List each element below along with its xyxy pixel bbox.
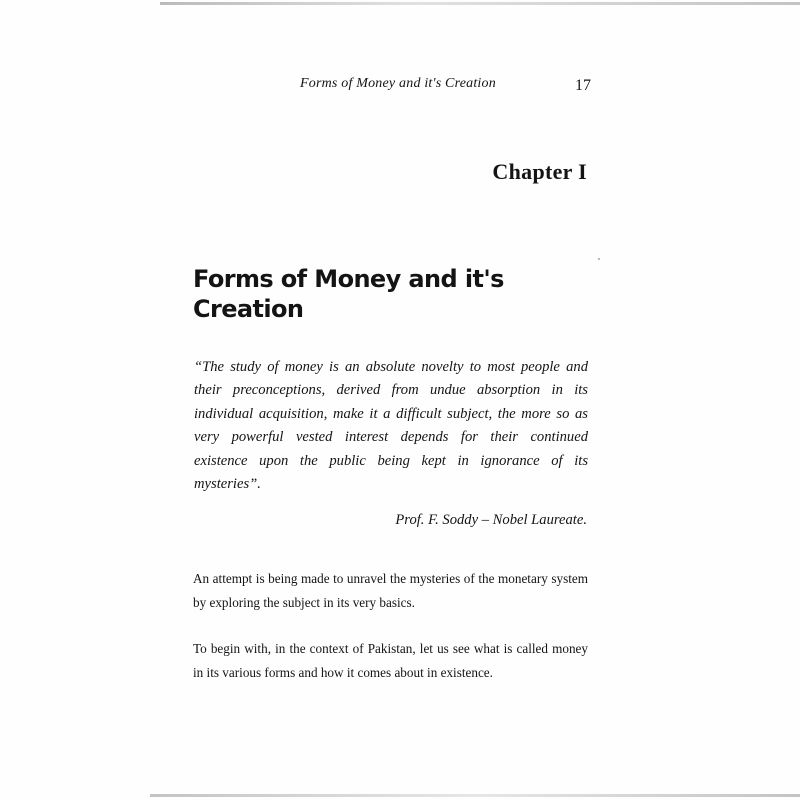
scan-edge-bottom bbox=[150, 794, 800, 797]
epigraph-attribution: Prof. F. Soddy – Nobel Laureate. bbox=[395, 512, 587, 528]
body-paragraph: To begin with, in the context of Pakistan, let us see what is called money in its various forms and how it comes about in existence. bbox=[193, 641, 588, 680]
body-paragraph: An attempt is being made to unravel the mysteries of the monetary system by exploring the subject in its very basics. bbox=[193, 571, 588, 610]
chapter-label: Chapter I bbox=[492, 159, 587, 184]
scan-edge-top bbox=[160, 2, 800, 5]
chapter-title: Forms of Money and it's Creation bbox=[193, 265, 504, 323]
epigraph-quote: “The study of money is an absolute novelty to most people and their preconceptions, derived from undue absorption in its individual acquisition, make it a difficult subject, the more so as very powerful vested interest depends for their continued existence upon the public being kept in ignorance of its mysteries”. bbox=[194, 359, 588, 493]
page-number: 17 bbox=[575, 77, 591, 94]
scan-speck bbox=[598, 258, 600, 260]
running-header: Forms of Money and it's Creation bbox=[300, 76, 496, 91]
